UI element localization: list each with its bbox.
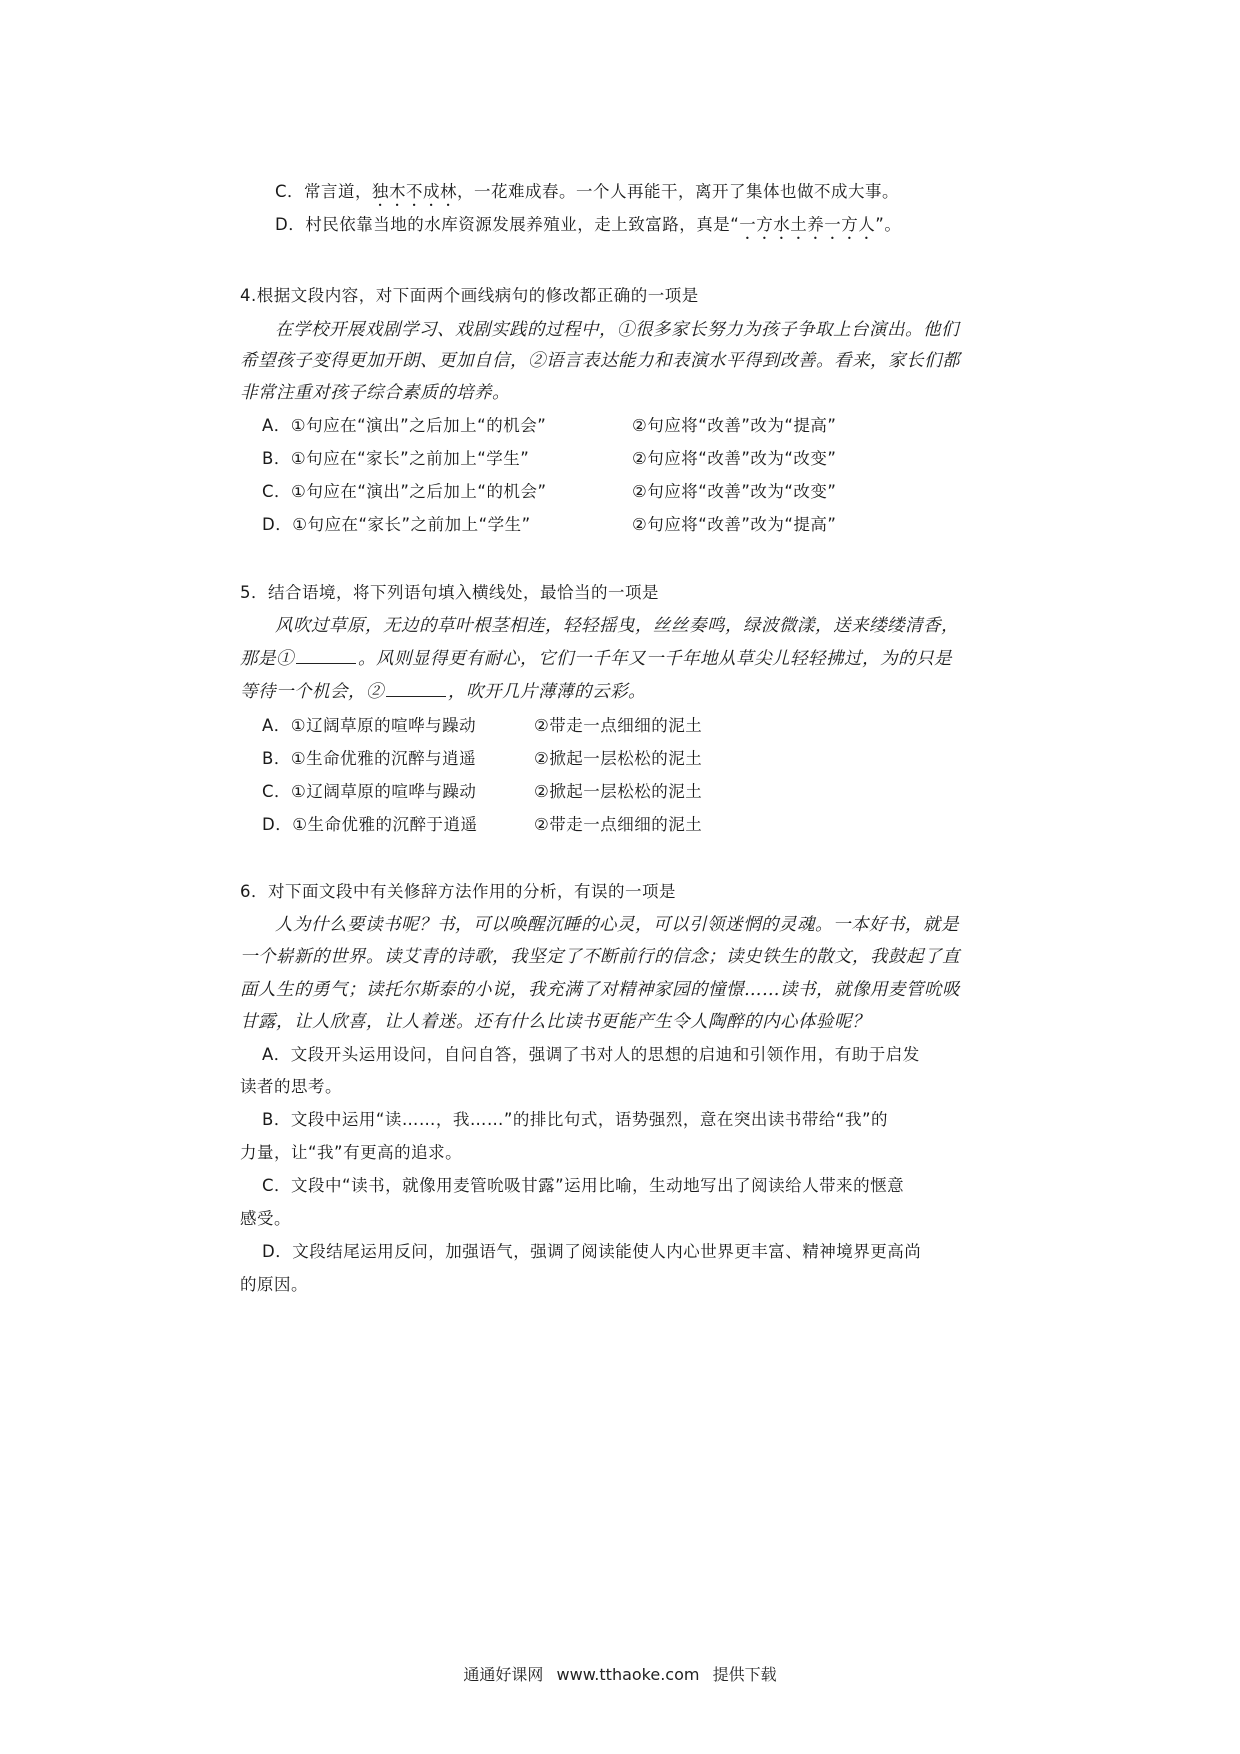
q4-option-d [262,513,837,537]
q4-option-d-part1: D．①句应在“家长”之前加上“学生” [262,515,531,534]
q6-passage-line: 人为什么要读书呢？书，可以唤醒沉睡的心灵，可以引领迷惘的灵魂。一本好书，就是 [275,915,959,935]
q3-option-c [275,180,899,210]
q5-passage-text: 那是① [240,649,294,669]
q5-option-d-part1: D．①生命优雅的沉醉于逍遥 [262,815,478,834]
q3-option-d-text: D．村民依靠当地的水库资源发展养殖业，走上致富路，真是“ [275,215,740,234]
q6-option-d-cont: 的原因。 [240,1275,308,1294]
q6-option-c: C．文段中“读书，就像用麦管吮吸甘露”运用比喻，生动地写出了阅读给人带来的惬意 [262,1176,905,1195]
q4-option-b [262,447,837,471]
q4-option-c [262,480,837,504]
q4-option-c-part2: ②句应将“改善”改为“改变” [632,482,837,501]
q6-passage-line: 面人生的勇气；读托尔斯泰的小说，我充满了对精神家园的憧憬……读书，就像用麦管吮吸 [240,980,960,1000]
footer-url[interactable]: www.tthaoke.com [556,1665,700,1684]
q5-option-a [262,714,703,738]
q5-blank-1 [296,647,356,664]
q5-title: 5．结合语境，将下列语句填入横线处，最恰当的一项是 [240,583,659,602]
footer-suffix: 提供下载 [712,1665,777,1684]
q5-option-a-part2: ②带走一点细细的泥土 [534,716,703,735]
q4-option-a-part1: A．①句应在“演出”之后加上“的机会” [262,416,547,435]
q5-option-d [262,813,703,837]
q3-option-d [275,213,901,243]
q4-passage-line: 在学校开展戏剧学习、戏剧实践的过程中，①很多家长努力为孩子争取上台演出。他们 [275,320,959,340]
q6-passage-line: 一个崭新的世界。读艾青的诗歌，我坚定了不断前行的信念；读史铁生的散文，我鼓起了直 [240,947,960,967]
q5-option-b [262,747,703,771]
q5-passage-line: 风吹过草原，无边的草叶根茎相连，轻轻摇曳，丝丝奏鸣，绿波微漾，送来缕缕清香， [275,616,959,636]
q6-option-a-cont: 读者的思考。 [240,1077,342,1096]
q5-passage-text: 。风则显得更有耐心，它们一千年又一千年地从草尖儿轻轻拂过，为的只是 [358,649,952,669]
q6-option-d: D．文段结尾运用反问，加强语气，强调了阅读能使人内心世界更丰富、精神境界更高尚 [262,1242,922,1261]
q6-option-c-cont: 感受。 [240,1209,291,1228]
q4-option-d-part2: ②句应将“改善”改为“提高” [632,515,837,534]
q4-option-b-part1: B．①句应在“家长”之前加上“学生” [262,449,530,468]
q3-option-c-rest: ，一花难成春。一个人再能干，离开了集体也做不成大事。 [457,182,900,201]
q4-passage-line: 希望孩子变得更加开朗、更加自信，②语言表达能力和表演水平得到改善。看来，家长们都 [240,351,960,371]
q3-option-d-emphasis: 一方水土养一方人 [739,215,876,234]
q5-option-b-part1: B．①生命优雅的沉醉与逍遥 [262,749,477,768]
q4-passage-line: 非常注重对孩子综合素质的培养。 [240,383,510,403]
q5-passage-text: ，吹开几片薄薄的云彩。 [448,682,646,702]
q6-option-b-cont: 力量，让“我”有更高的追求。 [240,1143,463,1162]
footer-site-name: 通通好课网 [463,1665,544,1684]
q6-passage-line: 甘露，让人欣喜，让人着迷。还有什么比读书更能产生令人陶醉的内心体验呢？ [240,1012,870,1032]
q5-passage-line [240,680,646,704]
q4-option-c-part1: C．①句应在“演出”之后加上“的机会” [262,482,547,501]
q5-passage-text: 等待一个机会，② [240,682,384,702]
q3-option-d-rest: ”。 [875,215,902,234]
q4-option-a [262,414,837,438]
q4-option-b-part2: ②句应将“改善”改为“改变” [632,449,837,468]
q6-option-a: A．文段开头运用设问，自问自答，强调了书对人的思想的启迪和引领作用，有助于启发 [262,1045,920,1064]
q5-blank-2 [386,680,446,697]
q3-option-c-emphasis: 独木不成林 [372,182,458,201]
q5-option-a-part1: A．①辽阔草原的喧哗与躁动 [262,716,477,735]
q5-option-b-part2: ②掀起一层松松的泥土 [534,749,703,768]
q4-option-a-part2: ②句应将“改善”改为“提高” [632,416,837,435]
q5-option-c [262,780,703,804]
q5-option-c-part2: ②掀起一层松松的泥土 [534,782,703,801]
q5-option-d-part2: ②带走一点细细的泥土 [534,815,703,834]
q4-title: 4.根据文段内容，对下面两个画线病句的修改都正确的一项是 [240,286,699,305]
q5-passage-line [240,647,952,671]
q3-option-c-text: C．常言道， [275,182,373,201]
page-footer [0,1662,1240,1685]
q5-option-c-part1: C．①辽阔草原的喧哗与躁动 [262,782,477,801]
q6-option-b: B．文段中运用“读……，我……”的排比句式，语势强烈，意在突出读书带给“我”的 [262,1110,889,1129]
q6-title: 6．对下面文段中有关修辞方法作用的分析，有误的一项是 [240,882,676,901]
